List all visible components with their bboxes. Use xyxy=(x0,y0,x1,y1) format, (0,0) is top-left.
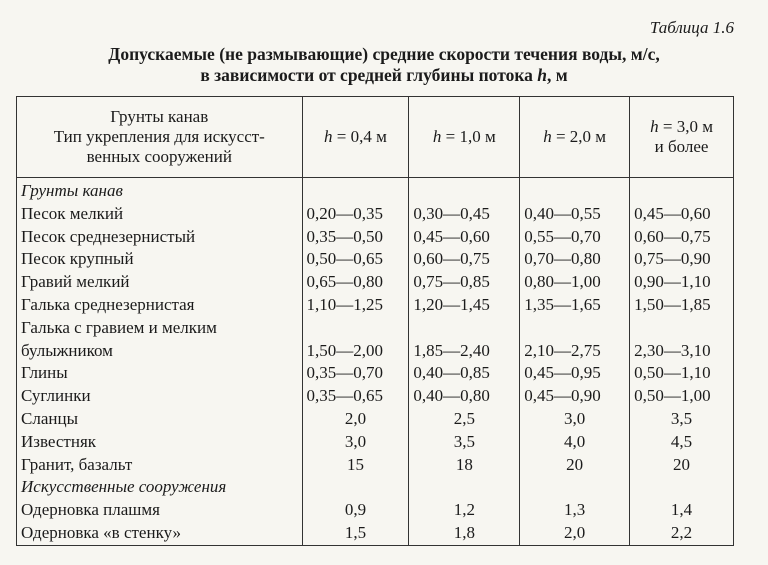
cell-depth-4: 0,75—0,90 xyxy=(630,248,734,271)
section-row xyxy=(17,178,734,203)
table-row xyxy=(17,408,734,431)
cell-depth-2 xyxy=(409,317,520,340)
header-depth-2 xyxy=(409,97,520,178)
row-label: Гранит, базальт xyxy=(17,454,303,477)
header-depth-4-line-2: и более xyxy=(654,137,709,156)
cell-depth-4 xyxy=(630,178,734,203)
cell-depth-3: 0,55—0,70 xyxy=(520,226,630,249)
row-label: булыжником xyxy=(17,340,303,363)
cell-depth-1: 1,5 xyxy=(302,522,409,545)
cell-depth-2: 0,30—0,45 xyxy=(409,203,520,226)
table-row xyxy=(17,385,734,408)
row-label: Одерновка «в стенку» xyxy=(17,522,303,545)
header-h-var: h xyxy=(432,127,442,146)
cell-depth-1: 1,50—2,00 xyxy=(302,340,409,363)
cell-depth-2: 0,40—0,85 xyxy=(409,362,520,385)
header-soil-line-3: венных сооружений xyxy=(86,147,232,166)
table-row xyxy=(17,271,734,294)
cell-depth-2: 0,60—0,75 xyxy=(409,248,520,271)
header-h-var: h xyxy=(324,127,333,146)
table-row xyxy=(17,431,734,454)
header-depth-2-label: = 1,0 м xyxy=(441,127,496,146)
cell-depth-4: 1,4 xyxy=(630,499,734,522)
row-label: Песок крупный xyxy=(17,248,303,271)
title-line-2-prefix: в зависимости от средней глубины потока xyxy=(200,65,538,85)
header-soil-type xyxy=(17,97,303,178)
row-label: Песок мелкий xyxy=(17,203,303,226)
row-label: Галька среднезернистая xyxy=(17,294,303,317)
header-depth-1-label: = 0,4 м xyxy=(332,127,387,146)
cell-depth-1: 0,9 xyxy=(302,499,409,522)
cell-depth-4: 20 xyxy=(630,454,734,477)
table-row xyxy=(17,248,734,271)
cell-depth-2: 2,5 xyxy=(409,408,520,431)
cell-depth-3: 1,35—1,65 xyxy=(520,294,630,317)
table-row xyxy=(17,522,734,545)
cell-depth-3 xyxy=(520,317,630,340)
cell-depth-3: 0,40—0,55 xyxy=(520,203,630,226)
title-line-2-suffix: , м xyxy=(547,65,568,85)
cell-depth-2: 1,2 xyxy=(409,499,520,522)
cell-depth-3: 0,80—1,00 xyxy=(520,271,630,294)
section-label: Грунты канав xyxy=(17,178,303,203)
table-row xyxy=(17,317,734,340)
cell-depth-4: 0,50—1,00 xyxy=(630,385,734,408)
table-number: Таблица 1.6 xyxy=(649,18,734,37)
header-h-var: h xyxy=(650,117,659,136)
cell-depth-3: 2,0 xyxy=(520,522,630,545)
cell-depth-3 xyxy=(520,178,630,203)
header-depth-3 xyxy=(520,97,630,178)
cell-depth-2: 0,45—0,60 xyxy=(409,226,520,249)
table-row xyxy=(17,203,734,226)
table-row xyxy=(17,454,734,477)
cell-depth-3: 20 xyxy=(520,454,630,477)
cell-depth-3: 2,10—2,75 xyxy=(520,340,630,363)
header-soil-line-1: Грунты канав xyxy=(110,107,209,126)
cell-depth-2 xyxy=(409,476,520,499)
cell-depth-4: 3,5 xyxy=(630,408,734,431)
header-depth-3-label: = 2,0 м xyxy=(551,127,607,146)
cell-depth-4 xyxy=(630,317,734,340)
cell-depth-2: 18 xyxy=(409,454,520,477)
cell-depth-4: 1,50—1,85 xyxy=(630,294,734,317)
cell-depth-1: 15 xyxy=(302,454,409,477)
table-row xyxy=(17,226,734,249)
header-soil-line-2: Тип укрепления для искусст- xyxy=(53,127,265,146)
table-title xyxy=(0,44,768,86)
cell-depth-1 xyxy=(302,317,409,340)
cell-depth-4: 2,2 xyxy=(630,522,734,545)
header-h-var: h xyxy=(543,127,552,146)
cell-depth-2: 1,85—2,40 xyxy=(409,340,520,363)
cell-depth-1: 0,20—0,35 xyxy=(302,203,409,226)
table-body xyxy=(17,178,734,546)
cell-depth-2: 1,20—1,45 xyxy=(409,294,520,317)
cell-depth-1: 0,35—0,70 xyxy=(302,362,409,385)
title-line-1: Допускаемые (не размывающие) средние скорости течения воды, м/с, xyxy=(108,44,660,64)
cell-depth-3 xyxy=(520,476,630,499)
cell-depth-1: 0,35—0,50 xyxy=(302,226,409,249)
cell-depth-1: 3,0 xyxy=(302,431,409,454)
velocity-table xyxy=(16,96,734,546)
cell-depth-3: 0,70—0,80 xyxy=(520,248,630,271)
title-depth-variable: h xyxy=(537,65,547,85)
cell-depth-3: 0,45—0,90 xyxy=(520,385,630,408)
header-depth-1 xyxy=(302,97,409,178)
cell-depth-4: 0,50—1,10 xyxy=(630,362,734,385)
cell-depth-3: 3,0 xyxy=(520,408,630,431)
row-label: Суглинки xyxy=(17,385,303,408)
row-label: Гравий мелкий xyxy=(17,271,303,294)
cell-depth-2: 0,75—0,85 xyxy=(409,271,520,294)
cell-depth-1 xyxy=(302,476,409,499)
header-depth-4-label: = 3,0 м xyxy=(658,117,713,136)
cell-depth-3: 1,3 xyxy=(520,499,630,522)
cell-depth-1: 0,35—0,65 xyxy=(302,385,409,408)
row-label: Галька с гравием и мелким xyxy=(17,317,303,340)
cell-depth-2 xyxy=(409,178,520,203)
section-label: Искусственные сооружения xyxy=(17,476,303,499)
title-line-2 xyxy=(0,65,768,86)
cell-depth-3: 0,45—0,95 xyxy=(520,362,630,385)
row-label: Песок среднезернистый xyxy=(17,226,303,249)
cell-depth-3: 4,0 xyxy=(520,431,630,454)
table-row xyxy=(17,340,734,363)
cell-depth-2: 3,5 xyxy=(409,431,520,454)
cell-depth-4 xyxy=(630,476,734,499)
cell-depth-4: 0,60—0,75 xyxy=(630,226,734,249)
row-label: Известняк xyxy=(17,431,303,454)
table-row xyxy=(17,499,734,522)
table-row xyxy=(17,362,734,385)
section-row xyxy=(17,476,734,499)
header-row xyxy=(17,97,734,178)
cell-depth-1: 0,65—0,80 xyxy=(302,271,409,294)
header-depth-4 xyxy=(630,97,734,178)
cell-depth-4: 0,90—1,10 xyxy=(630,271,734,294)
table-row xyxy=(17,294,734,317)
cell-depth-4: 4,5 xyxy=(630,431,734,454)
cell-depth-1 xyxy=(302,178,409,203)
cell-depth-1: 0,50—0,65 xyxy=(302,248,409,271)
header-depth-4-line-1 xyxy=(634,117,729,137)
row-label: Глины xyxy=(17,362,303,385)
row-label: Сланцы xyxy=(17,408,303,431)
row-label: Одерновка плашмя xyxy=(17,499,303,522)
cell-depth-2: 0,40—0,80 xyxy=(409,385,520,408)
cell-depth-4: 0,45—0,60 xyxy=(630,203,734,226)
cell-depth-4: 2,30—3,10 xyxy=(630,340,734,363)
cell-depth-1: 2,0 xyxy=(302,408,409,431)
cell-depth-2: 1,8 xyxy=(409,522,520,545)
cell-depth-1: 1,10—1,25 xyxy=(302,294,409,317)
